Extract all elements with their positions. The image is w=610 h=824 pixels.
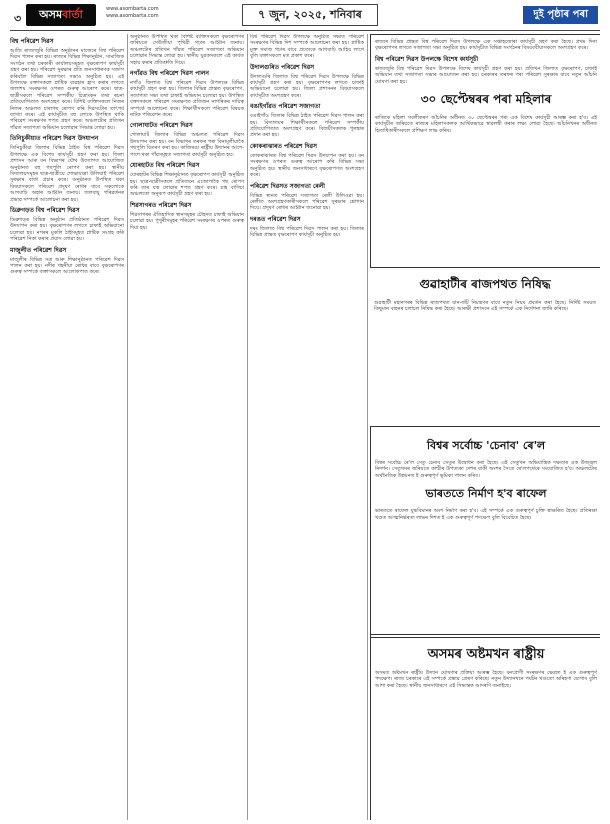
section-tag: দুই পৃষ্ঠাৰ পৰা	[523, 6, 598, 24]
article-headline: উদালগুৰিত পৰিৱেশ দিৱস	[250, 63, 315, 71]
news-box-middle	[370, 270, 600, 420]
page-number: ৩	[14, 12, 22, 25]
article-body: অসমত অষ্টমখন ৰাষ্ট্ৰীয় উদ্যান ঘোষণাৰ প্ৰক্ৰিয়া আৰম্ভ হৈছে। বন্যপ্ৰাণী সংৰক্ষণৰ ক্ষেত্ৰত ই এক গুৰুত্বপূৰ্ণ পদক্ষেপ। ৰাজ্য চৰকাৰে এই সম্পৰ্কে প্ৰস্তাৱ প্ৰেৰণ কৰিছে। নতুন উদ্যানখনে পৰ্যটন খণ্ডতো অৰিহণা যোগাব বুলি আশা কৰা হৈছে। স্থানীয় জনসাধাৰণে এই সিদ্ধান্তক আদৰণি জনাইছে।	[375, 670, 597, 689]
headline-women-scheme: ৩০ ছেপ্টেম্বৰৰ পৰা মহিলাৰ	[420, 92, 552, 107]
article-headline: নগাঁৱত বিশ্ব পৰিৱেশ দিৱস পালন	[130, 70, 209, 78]
masthead-rule	[10, 30, 600, 31]
masthead	[10, 0, 600, 30]
newspaper-logo	[26, 4, 96, 26]
article-body: বঙাইগাঁও জিলাৰ বিভিন্ন ঠাইত পৰিৱেশ দিৱস পালন কৰা হয়। বিদ্যালয়ৰ শিক্ষাৰ্থীসকলে পৰিৱেশ সম্পৰ্কীয় প্ৰতিযোগিতাত অংশগ্ৰহণ কৰে। বিজয়ীসকলক পুৰস্কাৰ প্ৰদান কৰা হয়।	[250, 113, 364, 139]
article-body: বিভিন্ন স্থানত পৰিৱেশ সজাগতা ৰেলী উলিওৱা হয়। ৰেলীত অংশগ্ৰহণকাৰীসকলে পৰিৱেশ সুৰক্ষাৰ শ্লোগান দিয়ে। প্ৰদূষণ ৰোধৰ আহ্বান জনোৱা হয়।	[250, 192, 364, 212]
article-body: গুৱাহাটী মহানগৰৰ বিভিন্ন ৰাজপথত যান-জঁট নিয়ন্ত্ৰণৰ বাবে নতুন নিয়ম প্ৰবৰ্তন কৰা হৈছে। নিৰ্দিষ্ট সময়ত কিছুমান বাহনৰ চলাচল নিষিদ্ধ কৰা হৈছে। আৰক্ষী প্ৰশাসনে এই সম্পৰ্কে এক নিৰ্দেশনা জাৰি কৰিছে।	[374, 300, 596, 313]
article-body: অনুষ্ঠানত উপস্থিত থকা বিশিষ্ট ব্যক্তিসকলে বৃক্ষৰোপণৰ জৰিয়তে সেউজীয়া পৃথিৱী গঢ়াৰ আহ্বান জনায়। অঞ্চলটোৰ প্ৰতিখন গাঁৱত পৰিৱেশ সজাগতা অভিযান চলোৱাৰ সিদ্ধান্ত লোৱা হয়। স্থানীয় যুৱকসকলে এই কাৰ্যত সহায় কৰাৰ প্ৰতিশ্ৰুতি দিয়ে।	[130, 34, 244, 66]
article-headline: শিৱসাগৰত পৰিৱেশ দিৱস	[130, 201, 192, 209]
column-3	[250, 34, 364, 820]
column-divider	[127, 34, 128, 820]
article-body: ভাৰততে ৰাফেল যুদ্ধবিমানৰ অংশ নিৰ্মাণ কৰা হ'ব। এই সম্পৰ্কে এক গুৰুত্বপূৰ্ণ চুক্তি স্বাক্ষৰিত হৈছে। প্ৰতিৰক্ষা খণ্ডত আত্মনিৰ্ভৰতা লাভৰ দিশত ই এক গুৰুত্বপূৰ্ণ পদক্ষেপ বুলি বিবেচিত হৈছে।	[375, 508, 597, 521]
article-body: উদালগুৰি জিলাত বিশ্ব পৰিৱেশ দিৱস উপলক্ষে বিভিন্ন কাৰ্যসূচী গ্ৰহণ কৰা হয়। বৃক্ষৰোপণৰ লগতে চাফাই অভিযানো চলোৱা হয়। জিলা প্ৰশাসনৰ বিষয়াসকলে কাৰ্যসূচীত অংশগ্ৰহণ কৰে।	[250, 73, 364, 99]
column-divider	[367, 34, 368, 820]
article-body: যোৰহাটৰ বিভিন্ন শিক্ষানুষ্ঠানত বৃক্ষৰোপণ কাৰ্যসূচী অনুষ্ঠিত হয়। ছাত্ৰ-ছাত্ৰীসকলে প্ৰতিজনে এজোপাকৈ গছ ৰোপণ কৰি তাৰ যত্ন লোৱাৰ শপত গ্ৰহণ কৰে। চাহ বাগিচা অঞ্চলতো অনুৰূপ কাৰ্যসূচী গ্ৰহণ কৰা হয়।	[130, 172, 244, 198]
article-headline: পৰিৱেশ দিৱসত সজাগতা ৰেলী	[250, 182, 325, 190]
article-headline: গোলাঘাটত পৰিৱেশ দিৱস	[130, 122, 193, 130]
article-body: তিনিচুকীয়া জিলাৰ বিভিন্ন ঠাইত বিশ্ব পৰিৱেশ দিৱস উপলক্ষে এক বিশেষ কাৰ্যসূচী গ্ৰহণ কৰা হয়। জিলা প্ৰশাসন আৰু বন বিভাগৰ যৌথ উদ্যোগত আয়োজিত অনুষ্ঠানত বহু গছপুলি ৰোপণ কৰা হয়। স্থানীয় বিদ্যালয়সমূহৰ ছাত্ৰ-ছাত্ৰীয়ে শোভাযাত্ৰা উলিয়াই পৰিৱেশ সুৰক্ষাৰ বাৰ্তা প্ৰচাৰ কৰে। অনুষ্ঠানত উপস্থিত থকা বিষয়াসকলে পৰিৱেশ প্ৰদূষণ ৰোধৰ বাবে সকলোকে আগবাঢ়ি অহাৰ আহ্বান জনায়। জলবায়ু পৰিৱৰ্তনৰ প্ৰভাৱ সম্পৰ্কে আলোচনা কৰা হয়।	[10, 145, 124, 203]
article-headline: যোৰহাটত বিশ্ব পৰিৱেশ দিৱস	[130, 162, 200, 170]
column-4	[370, 34, 600, 820]
issue-date: ৭ জুন, ২০২৫, শনিবাৰ	[242, 4, 378, 26]
column-1	[10, 34, 124, 820]
article-headline: তিনিচুকীয়াত পৰিৱেশ দিৱস উদযাপন	[10, 135, 99, 143]
article-body: ৰাজ্যজুৰি বিশ্ব পৰিৱেশ দিৱস উপলক্ষে বিশেষ কাৰ্যসূচী গ্ৰহণ কৰা হয়। প্ৰতিখন জিলাত বৃক্ষৰোপণ, চাফাই অভিযান তথা সজাগতা সভাৰ আয়োজন কৰা হয়। চৰকাৰৰ তৰফৰ পৰা পৰিৱেশ সুৰক্ষাৰ বাবে নতুন আঁচনি ঘোষণা কৰা হয়।	[375, 65, 597, 85]
logo-right: বাৰ্তা	[62, 8, 83, 21]
headline-national-park: অসমৰ অষ্টমখন ৰাষ্ট্ৰীয়	[427, 647, 545, 662]
column-2	[130, 34, 244, 820]
site-line: www.asombarta.com	[106, 13, 159, 19]
article-body: নগাঁও জিলাত বিশ্ব পৰিৱেশ দিৱস উপলক্ষে বিভিন্ন কাৰ্যসূচী গ্ৰহণ কৰা হয়। জিলাৰ বিভিন্ন প্ৰান্তত বৃক্ষৰোপণ, সজাগতা সভা তথা চাফাই অভিযান চলোৱা হয়। উপস্থিত বক্তাসকলে পৰিৱেশ সংৰক্ষণত প্ৰতিজন নাগৰিকৰ দায়িত্ব সম্পৰ্কে আলোচনা কৰে। শিক্ষাৰ্থীসকলে পৰিৱেশ বিষয়ক নাটক পৰিৱেশন কৰে।	[130, 80, 244, 119]
site-line: www.asombarta.com	[106, 6, 159, 12]
article-headline: ডিব্ৰুগড়ত বিশ্ব পৰিৱেশ দিৱস	[10, 206, 80, 214]
logo-left: অসম	[39, 8, 63, 21]
headline-chenab-rail: বিশ্বৰ সৰ্বোচ্চ 'চেনাব' ৰে'ল	[426, 439, 546, 452]
article-body: কোকৰাঝাৰত বিশ্ব পৰিৱেশ দিৱস উদযাপন কৰা হয়। বন সংৰক্ষণৰ ওপৰত গুৰুত্ব আৰোপ কৰি বিভিন্ন সভা অনুষ্ঠিত হয়। স্থানীয় জনসাধাৰণে বৃক্ষৰোপণত অংশগ্ৰহণ কৰে।	[250, 152, 364, 179]
article-body: ৰাজ্যিক মহিলা সবলীকৰণ আঁচনিৰ অধীনত ৩০ ছেপ্টেম্বৰৰ পৰা এক বিশেষ কাৰ্যসূচী আৰম্ভ কৰা হ'ব। এই কাৰ্যসূচীৰ জৰিয়তে ৰাজ্যৰ মহিলাসকলক আৰ্থিকভাৱে স্বাৱলম্বী কৰাৰ লক্ষ্য লোৱা হৈছে। আঁচনিখনৰ অধীনত হিতাধিকাৰীসকলে প্ৰশিক্ষণ লাভ কৰিব।	[375, 115, 597, 134]
article-body: ডিব্ৰুগড়ৰ বিভিন্ন অনুষ্ঠান প্ৰতিষ্ঠানত পৰিৱেশ দিৱস উদযাপন কৰা হয়। বৃক্ষৰোপণৰ লগতে চাফাই অভিযানো চলোৱা হয়। নগৰৰ মুকলি ঠাইসমূহত প্লাষ্টিক সংগ্ৰহ কৰি পৰিৱেশ নিকা কৰাৰ প্ৰয়াস লোৱা হয়।	[10, 216, 124, 243]
site-lines	[106, 6, 159, 20]
article-body: গোলাঘাট জিলাৰ বিভিন্ন অঞ্চলত পৰিৱেশ দিৱস উদযাপন কৰা হয়। বন বিভাগৰ তৰফৰ পৰা বিনামূলীয়াকৈ গছপুলি বিতৰণ কৰা হয়। কাজিৰঙা ৰাষ্ট্ৰীয় উদ্যানৰ আশে-পাশে থকা গাঁৱসমূহত সজাগতা কাৰ্যসূচী অনুষ্ঠিত হয়।	[130, 132, 244, 158]
article-body: বিশ্ব পৰিৱেশ দিৱস উপলক্ষে অনুষ্ঠিত সভাত পৰিৱেশ সংৰক্ষণৰ বিভিন্ন দিশ সম্পৰ্কে আলোচনা কৰা হয়। প্লাষ্টিক মুক্ত সমাজ গঢ়াৰ বাবে প্ৰত্যেকে আগবাঢ়ি আহিব লাগে বুলি বক্তাসকলে মত প্ৰকাশ কৰে।	[250, 34, 364, 60]
news-box-top	[370, 34, 600, 268]
column-divider	[247, 34, 248, 820]
news-box-chenab	[370, 426, 600, 638]
article-body: বিশ্বৰ সৰ্বোচ্চ ৰে'ল সেতু চেনাব সেতুৰ উদ্বোধন কৰা হৈছে। এই সেতুখন অভিযান্ত্ৰিক দক্ষতাৰ এক উজ্জ্বল নিদৰ্শন। সেতুখনৰ জৰিয়তে কাশ্মীৰ উপত্যকা দেশৰ বাকী অংশৰ সৈতে ৰে'লপথেৰে সংযোজিত হ'ব। অঞ্চলটোৰ অৰ্থনৈতিক উন্নয়নত ই গুৰুত্বপূৰ্ণ ভূমিকা পালন কৰিব।	[375, 460, 597, 479]
article-body: মাজুলীৰ বিভিন্ন সত্ৰ আৰু শিক্ষানুষ্ঠানত পৰিৱেশ দিৱস পালন কৰা হয়। নদীৰ খহনীয়া ৰোধৰ বাবে বৃক্ষৰোপণৰ গুৰুত্ব সম্পৰ্কে বক্তাসকলে আলোকপাত কৰে।	[10, 256, 124, 276]
article-headline: দৰঙত পৰিৱেশ দিৱস	[250, 215, 301, 223]
article-headline: বিশ্ব পৰিৱেশ দিৱস	[10, 38, 54, 45]
article-headline: বঙাইগাঁৱত পৰিৱেশ সজাগতা	[250, 103, 321, 111]
news-box-national-park	[370, 634, 600, 820]
article-headline: কোকৰাঝাৰত পৰিৱেশ দিৱস	[250, 142, 318, 150]
headline-guwahati-road: গুৱাহাটীৰ ৰাজপথত নিষিদ্ধ	[419, 277, 551, 291]
article-columns	[10, 34, 600, 820]
article-headline: বিশ্ব পৰিৱেশ দিৱস উপলক্ষে বিশেষ কাৰ্যসূচী	[375, 55, 479, 63]
article-body: শিৱসাগৰৰ ঐতিহাসিক স্থানসমূহৰ চৌহদত চাফাই অভিযান চলোৱা হয়। পুখুৰীসমূহৰ পৰিৱেশ সংৰক্ষণৰ ওপৰত গুৰুত্ব দিয়া হয়।	[130, 211, 244, 231]
headline-rafale: ভাৰততে নিৰ্মাণ হ'ব ৰাফেল	[425, 487, 547, 501]
article-headline: মাজুলীত পৰিৱেশ দিৱস	[10, 246, 67, 254]
article-body: দৰং জিলাত বিশ্ব পৰিৱেশ দিৱস পালন কৰা হয়। জিলাৰ বিভিন্ন প্ৰান্তত বৃক্ষৰোপণ কাৰ্যসূচী অনুষ্ঠিত হয়।	[250, 225, 364, 239]
article-body: ৰাজ্যৰ বিভিন্ন প্ৰান্তত বিশ্ব পৰিৱেশ দিৱস উপলক্ষে এক সপ্তাহজোৰা কাৰ্যসূচী গ্ৰহণ কৰা হৈছে। প্ৰথম দিনা বৃক্ষৰোপণৰ লগতে সজাগতা সভা অনুষ্ঠিত হয়। কাৰ্যসূচীত বিভিন্ন সংগঠনৰ বিষয়ববীয়াসকলে অংশগ্ৰহণ কৰে।	[375, 39, 597, 52]
article-body: আজি ৰাজ্যজুৰি বিভিন্ন অনুষ্ঠানৰ মাজেৰে বিশ্ব পৰিৱেশ দিৱস পালন কৰা হয়। ৰাজ্যৰ বিভিন্ন শিক্ষানুষ্ঠান, সামাজিক সংগঠন তথা চৰকাৰী কাৰ্যালয়সমূহত বৃক্ষৰোপণ কাৰ্যসূচী গ্ৰহণ কৰা হয়। পৰিৱেশ সুৰক্ষাৰ প্ৰতি জনসাধাৰণক সজাগ কৰিবলৈ বিভিন্ন সজাগতা সভাও অনুষ্ঠিত হয়। এই উপলক্ষে বক্তাসকলে প্লাষ্টিক ব্যৱহাৰ হ্ৰাস কৰাৰ লগতে জলাশয় সংৰক্ষণৰ ওপৰত গুৰুত্ব আৰোপ কৰে। ছাত্ৰ-ছাত্ৰীসকলে পৰিৱেশ সম্পৰ্কীয় চিত্ৰাংকন তথা ৰচনা প্ৰতিযোগিতাত অংশগ্ৰহণ কৰে। বিশিষ্ট ব্যক্তিসকলে নিজৰ নিজৰ অঞ্চলত চাৰাগছ ৰোপণ কৰি দিৱসটোৰ তাৎপৰ্য ব্যাখ্যা কৰে। এই কাৰ্যসূচীত বহু লোকে উপস্থিত থাকি পৰিৱেশ সংৰক্ষণৰ শপত গ্ৰহণ কৰে। অঞ্চলটোৰ প্ৰতিখন গাঁৱত সজাগতা অভিযান চলোৱাৰ সিদ্ধান্ত লোৱা হয়।	[10, 48, 124, 131]
